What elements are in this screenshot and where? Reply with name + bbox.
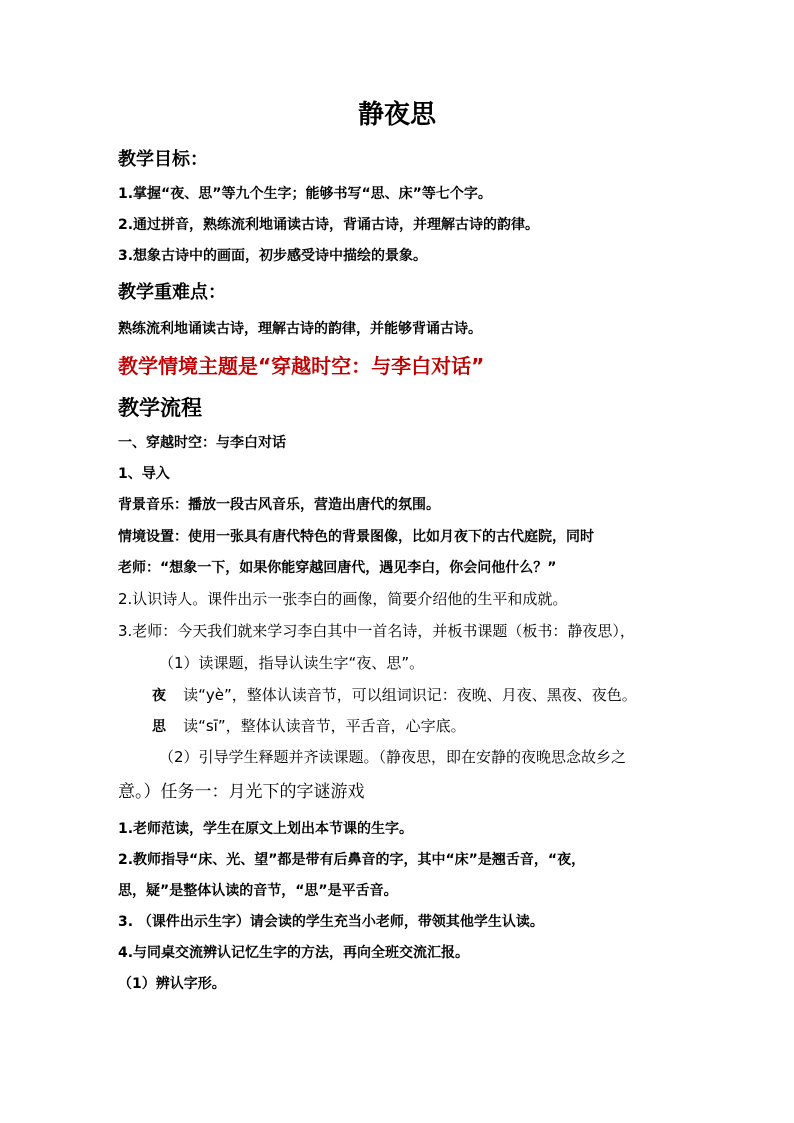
sub-step-2-line-1: （2）引导学生释题并齐读课题。（静夜思，即在安静的夜晚思念故乡之 — [159, 748, 627, 766]
background-music-text: 背景音乐：播放一段古风音乐，营造出唐代的氛围。 — [118, 497, 440, 513]
step-1-intro: 1、导入 — [118, 466, 170, 482]
key-points-text: 熟练流利地诵读古诗，理解古诗的韵律，并能够背诵古诗。 — [118, 321, 482, 337]
step-3-text: 3.老师：今天我们就来学习李白其中一首名诗，并板书课题（板书：静夜思）， — [118, 622, 635, 640]
sub-step-2-line-2: 意。）任务一：月光下的字谜游戏 — [118, 782, 365, 802]
objective-item-2: 2.通过拼音，熟练流利地诵读古诗，背诵古诗，并理解古诗的韵律。 — [118, 217, 540, 233]
char-ye-row — [152, 687, 637, 703]
setting-text-line-1: 情境设置：使用一张具有唐代特色的背景图像，比如月夜下的古代庭院，同时 — [118, 529, 594, 545]
task-item-4-sub-1: （1）辨认字形。 — [118, 976, 226, 992]
char-ye-explanation: 读“yè”，整体认读音节，可以组词识记：夜晚、月夜、黑夜、夜色。 — [183, 686, 637, 704]
section-1-heading: 一、穿越时空：与李白对话 — [118, 435, 286, 451]
step-2-text: 2.认识诗人。课件出示一张李白的画像，简要介绍他的生平和成就。 — [118, 590, 568, 608]
page-title: 静夜思 — [357, 100, 436, 130]
setting-text-line-2: 老师：“想象一下，如果你能穿越回唐代，遇见李白，你会问他什么？” — [118, 560, 557, 576]
task-item-2-line-2: 思，疑”是整体认读的音节，“思”是平舌音。 — [118, 883, 398, 899]
key-points-heading: 教学重难点： — [118, 282, 226, 303]
task-item-1: 1.老师范读，学生在原文上划出本节课的生字。 — [118, 821, 414, 837]
char-si-row — [152, 718, 466, 734]
theme-heading: 教学情境主题是“穿越时空：与李白对话” — [118, 354, 485, 378]
objective-item-1: 1.掌握“夜、思”等九个生字；能够书写“思、床”等七个字。 — [118, 186, 492, 202]
char-si-explanation: 读“sī”，整体认读音节，平舌音，心字底。 — [183, 717, 466, 735]
char-ye: 夜 — [152, 688, 166, 704]
sub-step-1-text: （1）读课题，指导认读生字“夜、思”。 — [159, 654, 425, 672]
char-si: 思 — [152, 719, 166, 735]
task-item-3: 3. （课件出示生字）请会读的学生充当小老师，带领其他学生认读。 — [118, 914, 544, 930]
objectives-heading: 教学目标： — [118, 149, 208, 170]
process-heading: 教学流程 — [118, 396, 202, 420]
task-item-2-line-1: 2.教师指导“床、光、望”都是带有后鼻音的字，其中“床”是翘舌音，“夜， — [118, 852, 586, 868]
task-item-4: 4.与同桌交流辨认记忆生字的方法，再向全班交流汇报。 — [118, 945, 470, 961]
objective-item-3: 3.想象古诗中的画面，初步感受诗中描绘的景象。 — [118, 248, 428, 264]
